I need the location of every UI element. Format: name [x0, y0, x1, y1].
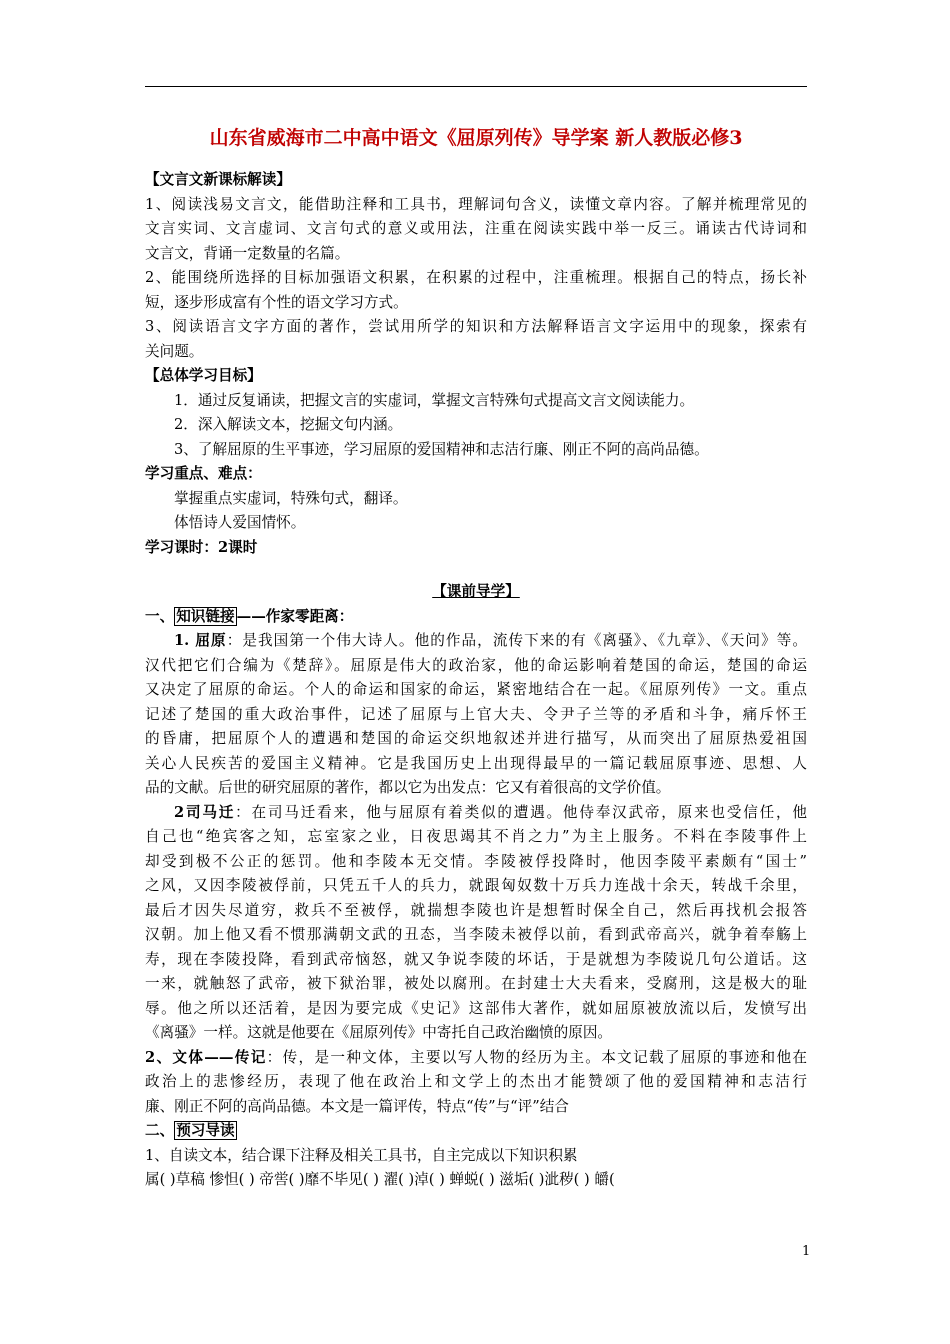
paragraph-line: 文言文，背诵一定数量的名篇。	[145, 244, 350, 262]
goal-item: 2．深入解读文本，挖掘文句内涵。	[174, 416, 403, 433]
paragraph-text: ：传，是一种文体，主要以写人物的经历为主。本文记载了屈原的事迹和他在	[266, 1048, 807, 1066]
header-rule	[145, 86, 807, 87]
vocabulary-line: 属( )草稿 惨怛( ) 帝喾( )靡不毕见( ) 濯( )淖( ) 蝉蜕( ) 滋垢( )泚秽( ) 皭(	[145, 1171, 615, 1188]
paragraph-line: 1、自读文本，结合课下注释及相关工具书，自主完成以下知识积累	[145, 1146, 578, 1164]
paragraph-line	[145, 629, 807, 654]
paragraph-line: 品的文献。后世的研究屈原的著作，都以它为出发点：它又有着很高的文学价值。	[145, 779, 671, 796]
paragraph-text: ：是我国第一个伟大诗人。他的作品，流传下来的有《离骚》、《九章》、《天问》等。	[226, 632, 807, 649]
document-title: 山东省威海市二中高中语文《屈原列传》导学案 新人教版必修3	[209, 127, 743, 149]
paragraph-line: 自己也“绝宾客之知，忘室家之业，日夜思竭其不肖之力”为主上服务。不料在李陵事件上	[145, 828, 807, 845]
paragraph-line: 记述了楚国的重大政治事件，记述了屈原与上官大夫、令尹子兰等的矛盾和斗争，痛斥怀王	[145, 705, 807, 723]
qu-yuan-label: 1. 屈原	[174, 632, 227, 649]
paragraph-line: 汉朝。加上他又看不惯那满朝文武的丑态，当李陵未被俘以前，看到武帝高兴，就争着奉觞上	[145, 926, 807, 943]
pre-study-heading-text: 【课前导学】	[432, 583, 520, 600]
paragraph-line: 一来，就触怒了武帝，被下狱治罪，被处以腐刑。在封建士大夫看来，受腐刑，这是极大的耻	[145, 975, 807, 992]
paragraph-line: 政治上的悲惨经历，表现了他在政治上和文学上的杰出才能赞颂了他的爱国精神和志洁行	[145, 1073, 807, 1090]
paragraph-line: 却受到极不公正的惩罚。他和李陵本无交情。李陵被俘投降时，他因李陵平素颇有“国士”	[145, 852, 807, 870]
paragraph-line: 关心人民疾苦的爱国主义精神。它是我国历史上出现得最早的一篇记载屈原事迹、思想、人	[145, 754, 807, 772]
paragraph-line: 之风，又因李陵被俘前，只凭五千人的兵力，就跟匈奴数十万兵力连战十余天，转战千余里，	[145, 877, 807, 894]
paragraph-line: 最后才因失尽道穷，救兵不至被俘，就揣想李陵也许是想暂时保全自己，然后再找机会报答	[145, 901, 807, 919]
genre-label: 2、文体——传记	[145, 1048, 267, 1066]
paragraph-line: 1、阅读浅易文言文，能借助注释和工具书，理解词句含义，读懂文章内容。了解并梳理常见的	[145, 195, 807, 213]
part-two-boxed-label: 预习导读	[176, 1122, 235, 1139]
document-body	[145, 120, 807, 1193]
paragraph-text: ：在司马迁看来，他与屈原有着类似的遭遇。他侍奉汉武帝，原来也受信任，他	[235, 803, 807, 821]
paragraph-line: 辱。他之所以还活着，是因为要完成《史记》这部伟大著作，就如屈原被放流以后，发愤写出	[145, 999, 807, 1017]
paragraph-line: 短，逐步形成富有个性的语文学习方式。	[145, 293, 408, 311]
paragraph-line: 寿，现在李陵投降，看到武帝恼怒，就又争说李陵的坏话，于是就想为李陵说几句公道话。这	[145, 950, 807, 968]
part-two-heading	[145, 1119, 807, 1144]
paragraph-line	[145, 1046, 807, 1071]
section-heading-class-hours: 学习课时：2课时	[145, 538, 258, 556]
part-one-prefix: 一、	[145, 607, 175, 625]
section-heading-standards: 【文言文新课标解读】	[145, 171, 291, 188]
paragraph-line: 3、阅读语言文字方面的著作，尝试用所学的知识和方法解释语言文字运用中的现象，探索有	[145, 318, 807, 335]
part-one-heading	[145, 605, 807, 630]
paragraph-line: 关问题。	[145, 342, 204, 360]
sima-qian-label: 2司马迁	[174, 803, 236, 821]
paragraph-line: 又决定了屈原的命运。个人的命运和国家的命运，紧密地结合在一起。《屈原列传》一文。重点	[145, 681, 807, 698]
goal-item: 1．通过反复诵读，把握文言的实虚词，掌握文言特殊句式提高文言文阅读能力。	[174, 391, 695, 409]
part-one-rest: ——作家零距离：	[236, 607, 354, 625]
paragraph-line: 的昏庸，把屈原个人的遭遇和楚国的命运交织地叙述并进行描写，从而突出了屈原热爱祖国	[145, 730, 807, 747]
paragraph-line: 汉代把它们合编为《楚辞》。屈原是伟大的政治家，他的命运影响着楚国的命运，楚国的命运	[145, 656, 807, 674]
paragraph-line: 《离骚》一样。这就是他要在《屈原列传》中寄托自己政治幽愤的原因。	[145, 1024, 613, 1041]
paragraph-line: 2、能围绕所选择的目标加强语文积累，在积累的过程中，注重梳理。根据自己的特点，扬长补	[145, 269, 807, 286]
section-heading-key-points: 学习重点、难点：	[145, 465, 262, 482]
part-two-prefix: 二、	[145, 1122, 175, 1139]
goal-item: 3、了解屈原的生平事迹，学习屈原的爱国精神和志洁行廉、刚正不阿的高尚品德。	[174, 440, 709, 458]
section-heading-goals: 【总体学习目标】	[145, 367, 262, 384]
paragraph-line: 廉、刚正不阿的高尚品德。本文是一篇评传，特点“传”与“评”结合	[145, 1097, 569, 1115]
key-point-item: 体悟诗人爱国情怀。	[174, 514, 306, 531]
page-number: 1	[802, 1244, 811, 1259]
pre-study-heading	[145, 580, 807, 605]
paragraph-line: 文言实词、文言虚词、文言句式的意义或用法，注重在阅读实践中举一反三。诵读古代诗词和	[145, 220, 807, 237]
part-one-boxed-label: 知识链接	[176, 607, 235, 625]
spacer	[145, 560, 807, 580]
key-point-item: 掌握重点实虚词，特殊句式，翻译。	[174, 489, 408, 507]
paragraph-line	[145, 801, 807, 826]
